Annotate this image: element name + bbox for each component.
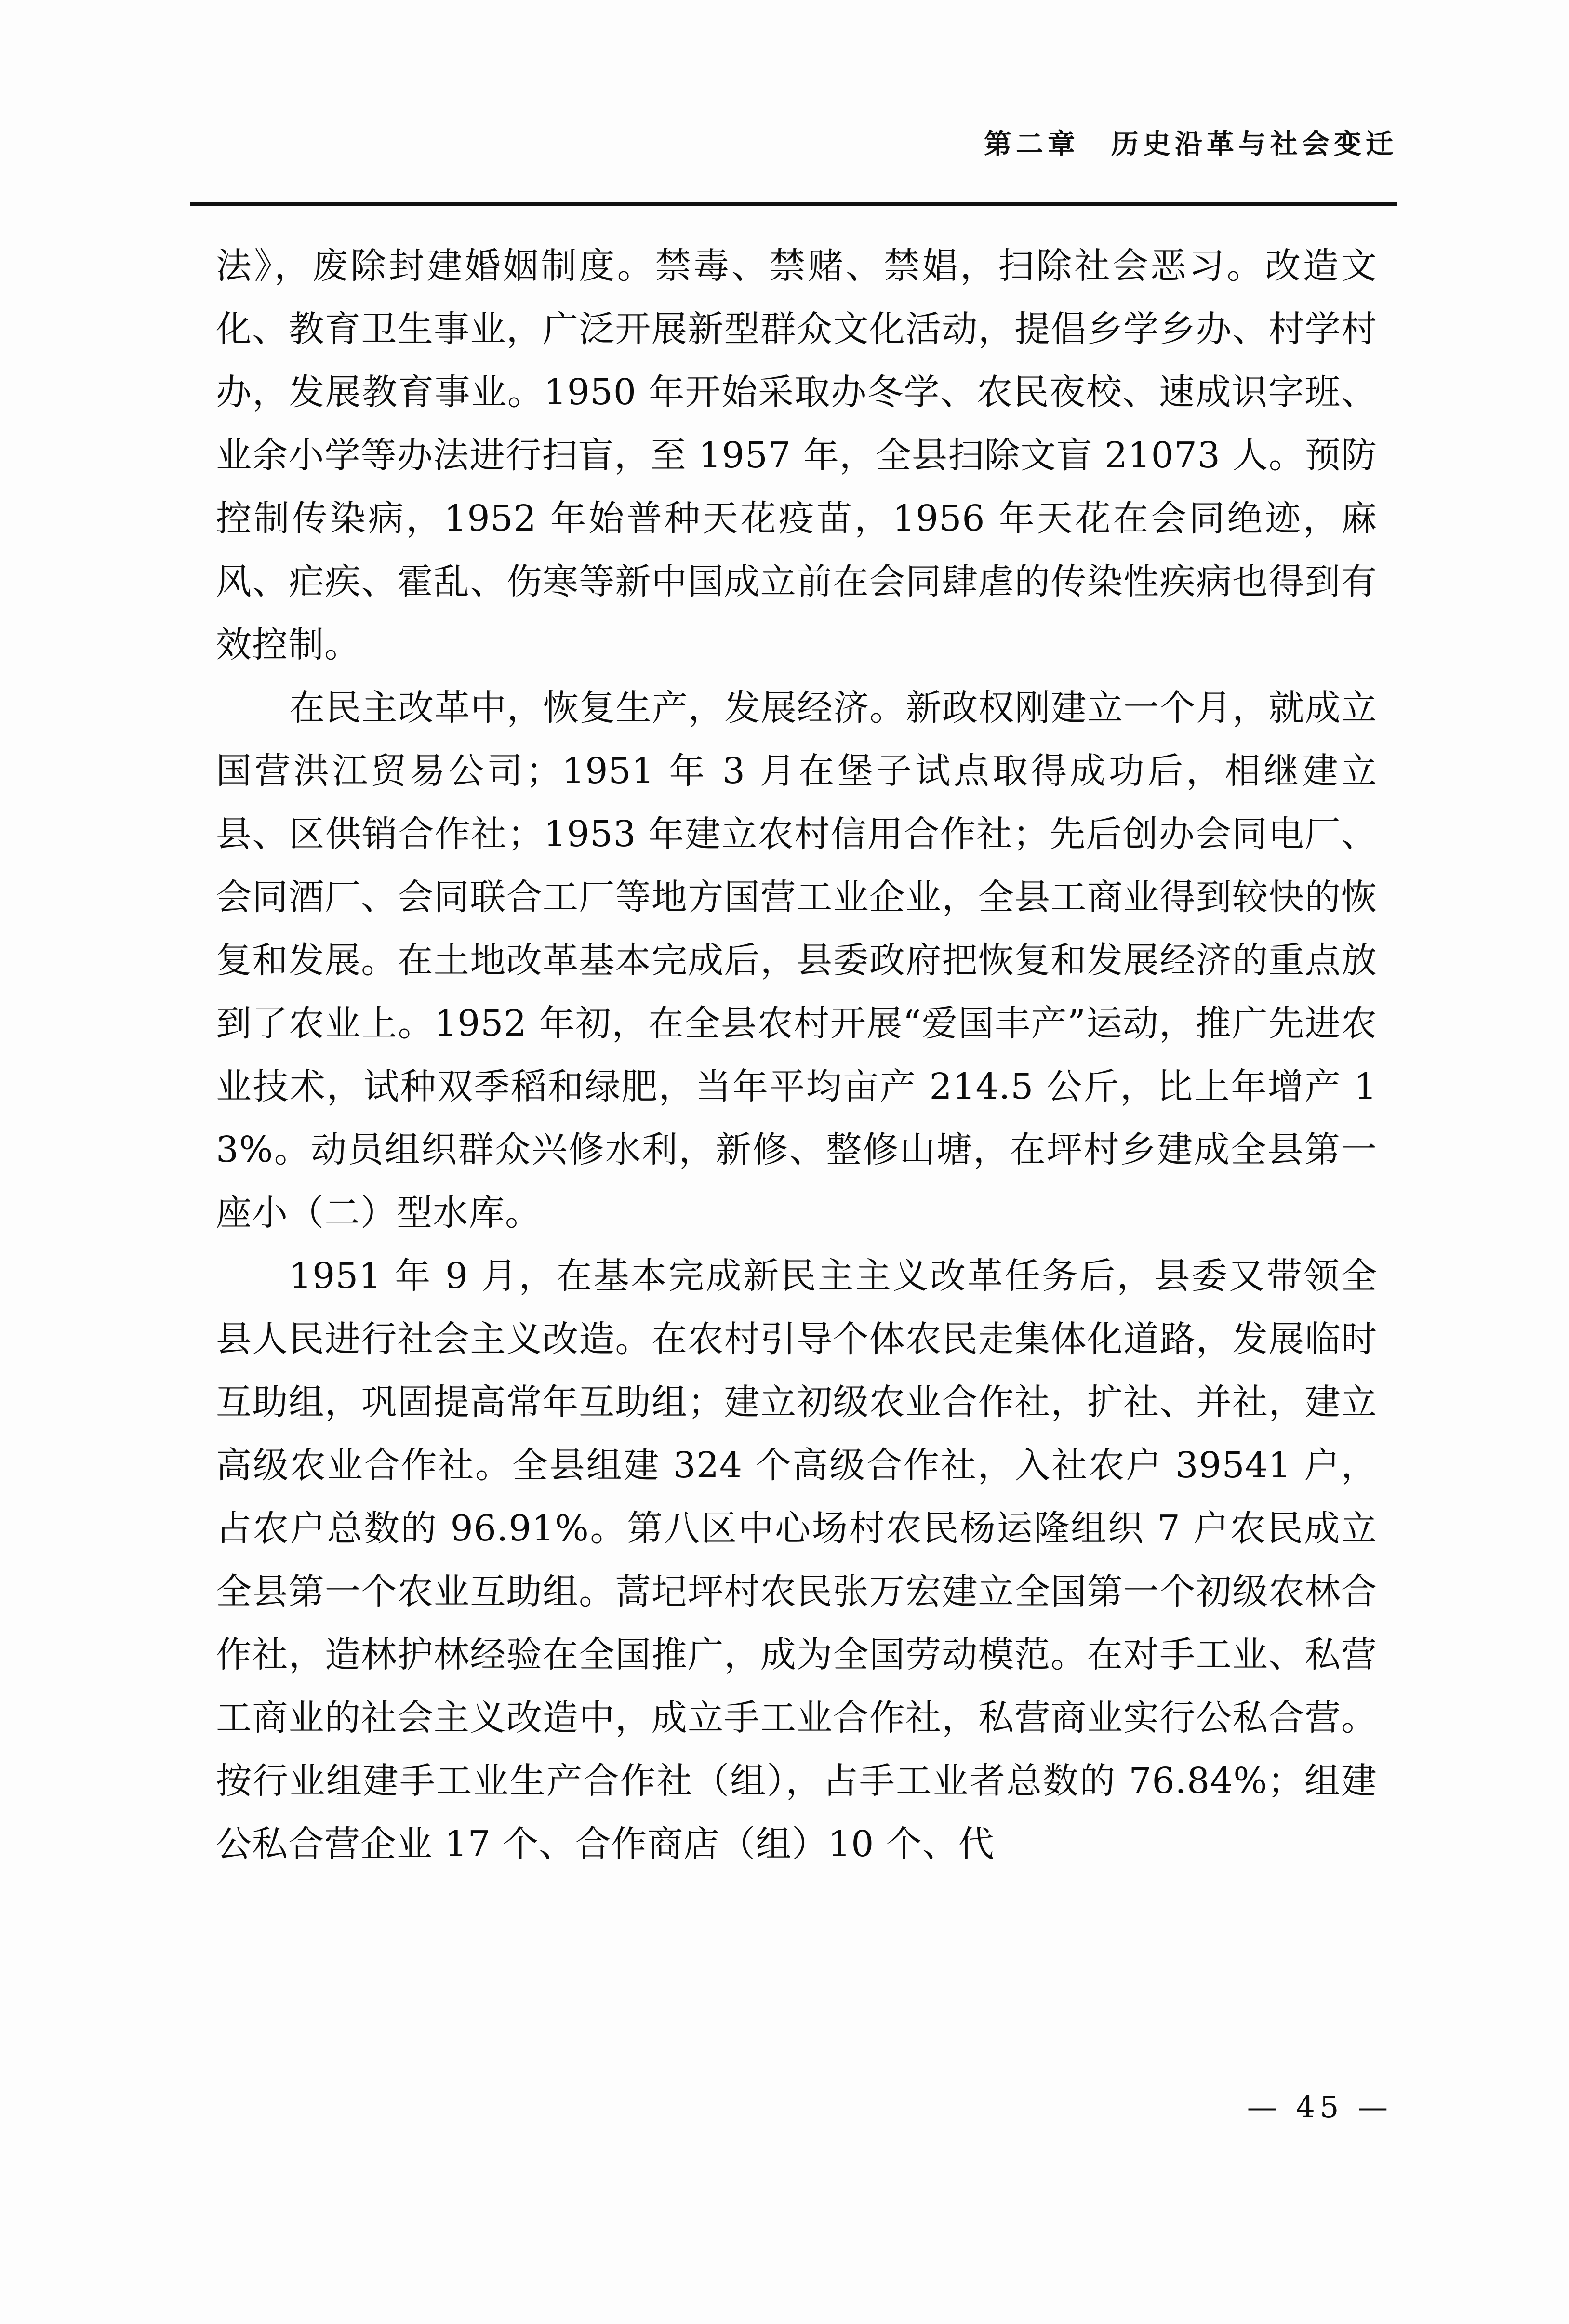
running-head xyxy=(190,129,1397,182)
body-text-block xyxy=(216,235,1377,1876)
page-folio xyxy=(190,2089,1397,2125)
page-number: — 45 — xyxy=(1247,2089,1393,2125)
running-head-title: 第二章 历史沿革与社会变迁 xyxy=(984,128,1397,160)
paragraph-2: 在民主改革中，恢复生产，发展经济。新政权刚建立一个月，就成立国营洪江贸易公司；1951 年 3 月在堡子试点取得成功后，相继建立县、区供销合作社；1953 年建立农村信用合作社；先后创办会同电厂、会同酒厂、会同联合工厂等地方国营工业企业，全县工商业得到较快的恢复和发展。在土地改革基本完成后，县委政府把恢复和发展经济的重点放到了农业上。1952 年初，在全县农村开展“爱国丰产”运动，推广先进农业技术，试种双季稻和绿肥，当年平均亩产 214.5 公斤，比上年增产 13%。动员组织群众兴修水利，新修、整修山塘，在坪村乡建成全县第一座小（二）型水库。 xyxy=(216,687,1377,1234)
paragraph-1: 法》，废除封建婚姻制度。禁毒、禁赌、禁娼，扫除社会恶习。改造文化、教育卫生事业，广泛开展新型群众文化活动，提倡乡学乡办、村学村办，发展教育事业。1950 年开始采取办冬学、农民夜校、速成识字班、业余小学等办法进行扫盲，至 1957 年，全县扫除文盲 21073 人。预防控制传染病，1952 年始普种天花疫苗，1956 年天花在会同绝迹，麻风、疟疾、霍乱、伤寒等新中国成立前在会同肆虐的传染性疾病也得到有效控制。 xyxy=(216,245,1377,665)
paragraph-3: 1951 年 9 月，在基本完成新民主主义改革任务后，县委又带领全县人民进行社会主义改造。在农村引导个体农民走集体化道路，发展临时互助组，巩固提高常年互助组；建立初级农业合作社，扩社、并社，建立高级农业合作社。全县组建 324 个高级合作社，入社农户 39541 户，占农户总数的 96.91%。第八区中心场村农民杨运隆组织 7 户农民成立全县第一个农业互助组。蒿圮坪村农民张万宏建立全国第一个初级农林合作社，造林护林经验在全国推广，成为全国劳动模范。在对手工业、私营工商业的社会主义改造中，成立手工业合作社，私营商业实行公私合营。按行业组建手工业生产合作社（组），占手工业者总数的 76.84%；组建公私合营企业 17 个、合作商店（组）10 个、代 xyxy=(216,1255,1377,1865)
header-rule-divider xyxy=(190,202,1397,206)
